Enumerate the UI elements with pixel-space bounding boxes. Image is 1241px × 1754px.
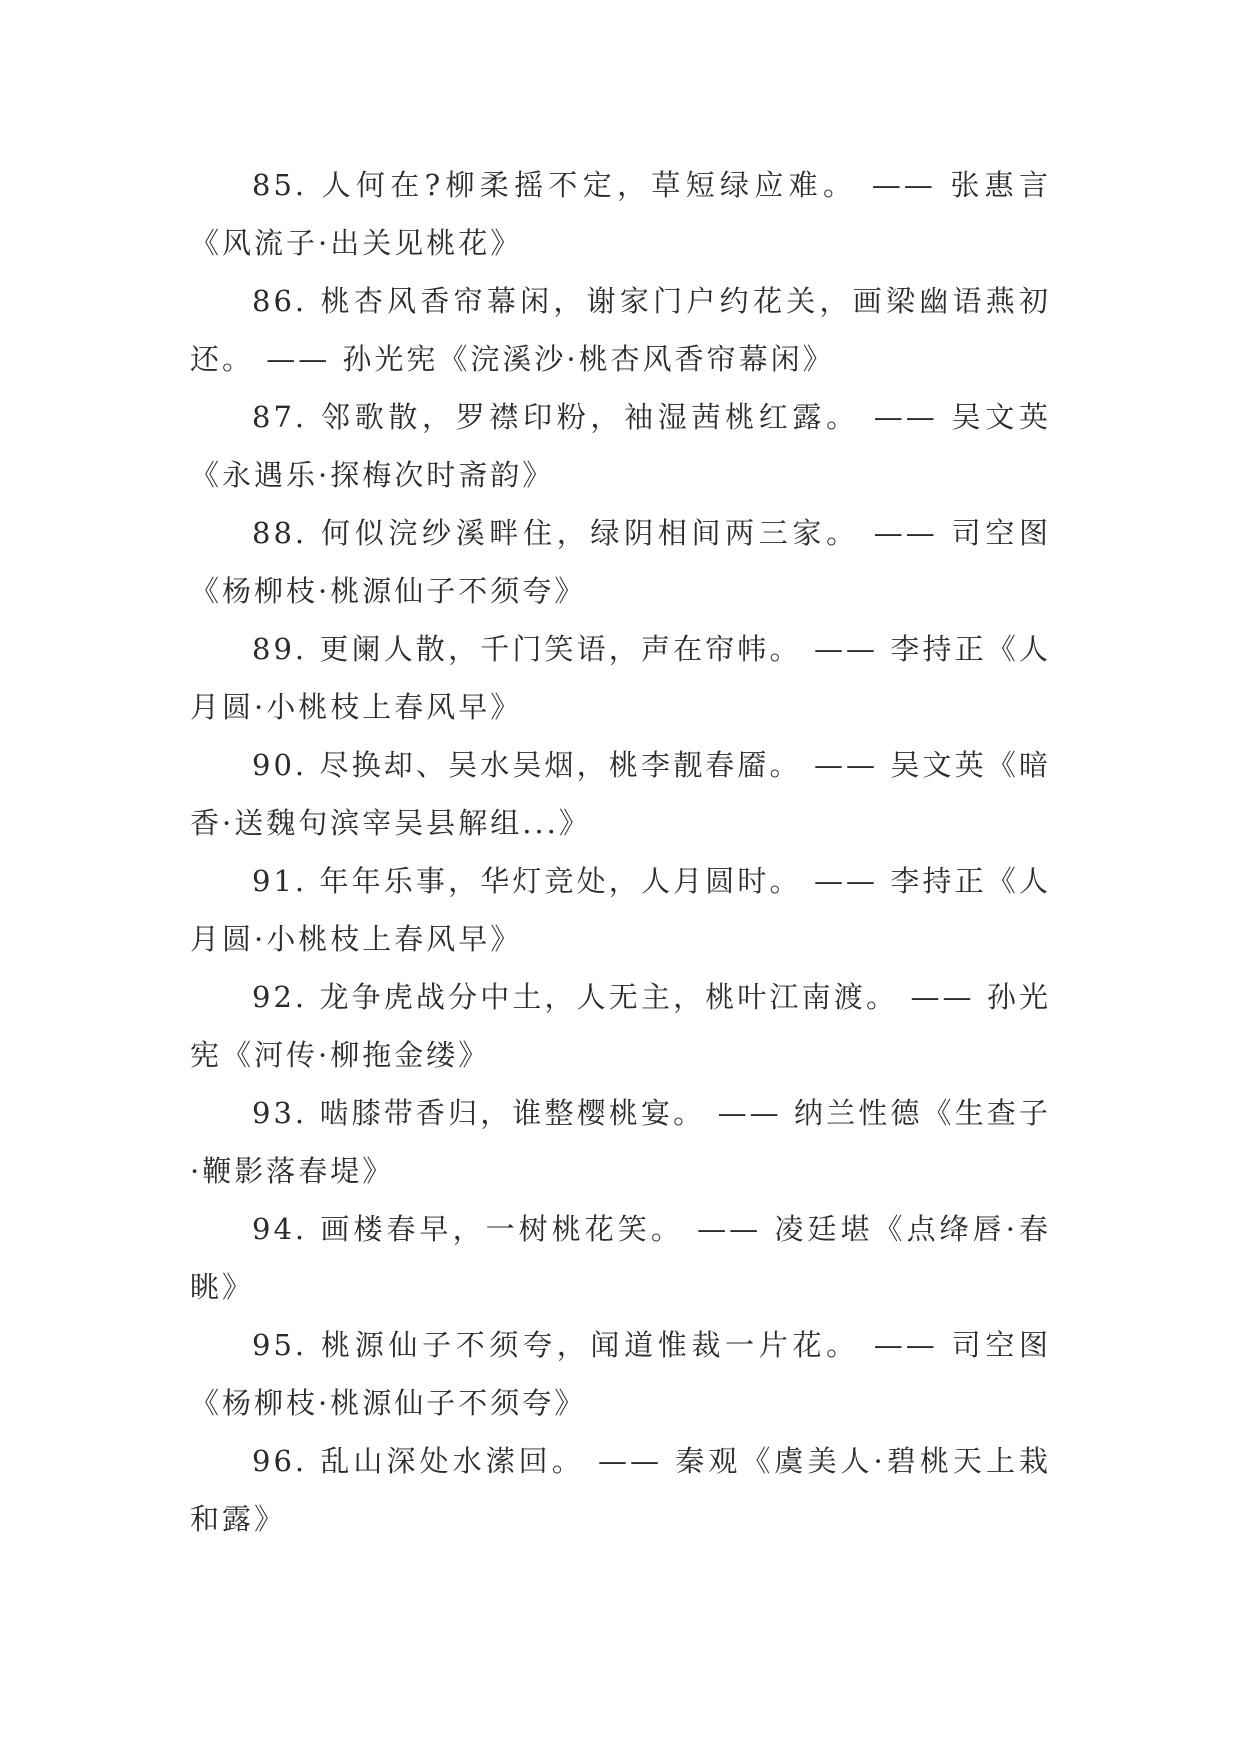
list-item: 95. 桃源仙子不须夸，闻道惟裁一片花。 —— 司空图《杨柳枝·桃源仙子不须夸》 bbox=[190, 1328, 1051, 1420]
list-item: 89. 更阑人散，千门笑语，声在帘帏。 —— 李持正《人月圆·小桃枝上春风早》 bbox=[190, 632, 1051, 724]
list-item: 90. 尽换却、吴水吴烟，桃李靓春靥。 —— 吴文英《暗香·送魏句滨宰吴县解组...》 bbox=[190, 748, 1051, 840]
list-item: 92. 龙争虎战分中土，人无主，桃叶江南渡。 —— 孙光宪《河传·柳拖金缕》 bbox=[190, 980, 1051, 1072]
list-item: 85. 人何在?柳柔摇不定，草短绿应难。 —— 张惠言《风流子·出关见桃花》 bbox=[190, 168, 1051, 260]
poem-list bbox=[190, 156, 1051, 1548]
list-item: 96. 乱山深处水潆回。 —— 秦观《虞美人·碧桃天上栽和露》 bbox=[190, 1444, 1051, 1536]
list-item: 88. 何似浣纱溪畔住，绿阴相间两三家。 —— 司空图《杨柳枝·桃源仙子不须夸》 bbox=[190, 516, 1051, 608]
list-item: 93. 啮膝带香归，谁整樱桃宴。 —— 纳兰性德《生查子·鞭影落春堤》 bbox=[190, 1096, 1051, 1188]
list-item: 91. 年年乐事，华灯竞处，人月圆时。 —— 李持正《人月圆·小桃枝上春风早》 bbox=[190, 864, 1051, 956]
list-item: 87. 邻歌散，罗襟印粉，袖湿茜桃红露。 —— 吴文英《永遇乐·探梅次时斋韵》 bbox=[190, 400, 1051, 492]
list-item: 86. 桃杏风香帘幕闲，谢家门户约花关，画梁幽语燕初还。 —— 孙光宪《浣溪沙·桃杏风香帘幕闲》 bbox=[190, 284, 1051, 376]
list-item: 94. 画楼春早，一树桃花笑。 —— 凌廷堪《点绛唇·春眺》 bbox=[190, 1212, 1051, 1304]
